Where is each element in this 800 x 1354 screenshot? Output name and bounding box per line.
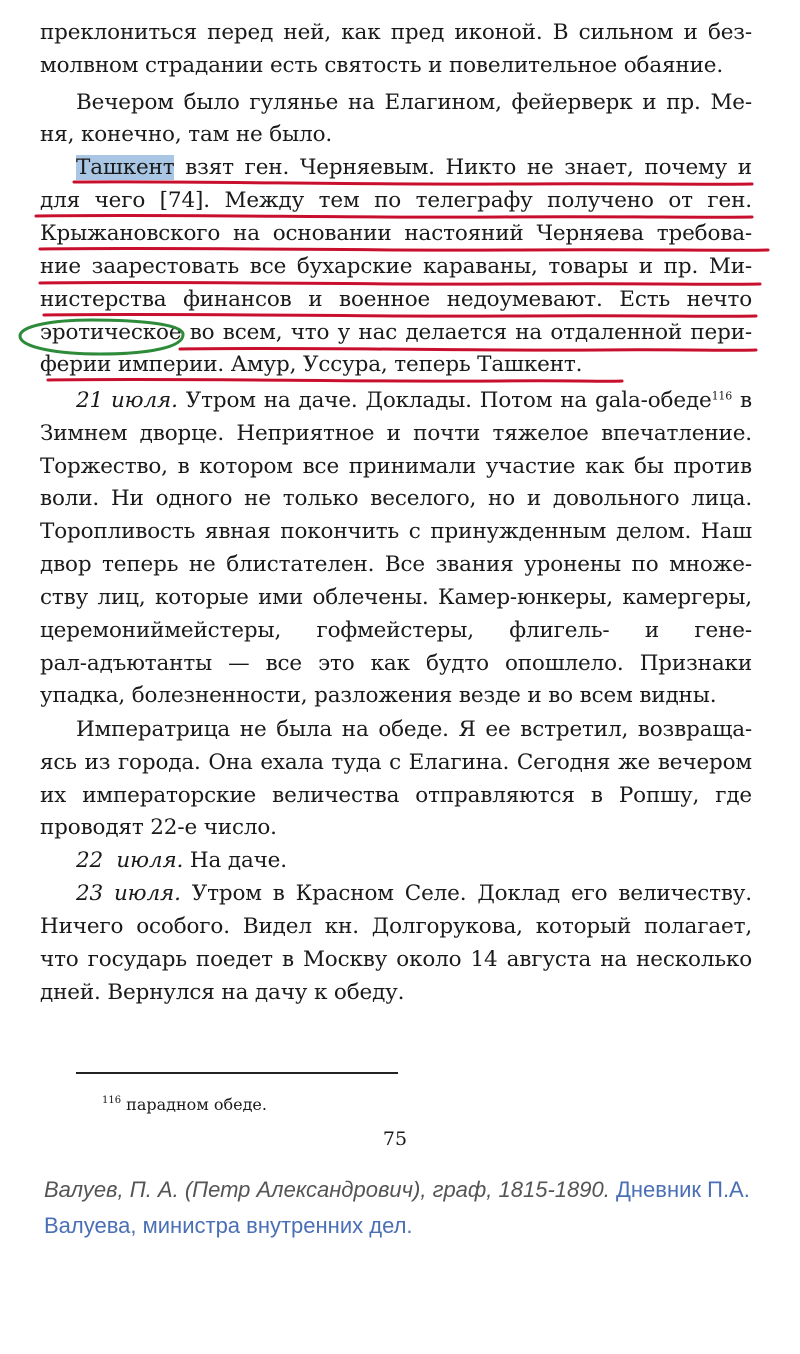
text-line: воли. Ни одного не только веселого, но и довольного лица. bbox=[40, 486, 752, 511]
caption-author: Валуев, П. А. (Петр Александрович), граф, 1815-1890. bbox=[44, 1177, 610, 1202]
text-line: Торопливость явная покончить с принужденным делом. Наш bbox=[40, 519, 752, 544]
text-line: преклониться перед ней, как пред иконой. В сильном и без- bbox=[40, 20, 752, 45]
text-line bbox=[76, 385, 752, 418]
text-span: Утром в Красном Селе. Доклад его величеству. bbox=[180, 881, 752, 906]
footnote-ref: 116 bbox=[711, 389, 733, 403]
text-line: ферии империи. Амур, Уссура, теперь Ташкент. bbox=[40, 352, 583, 377]
text-line bbox=[76, 878, 752, 911]
text-line: эротическое во всем, что у нас делается на отдаленной пери- bbox=[40, 320, 752, 345]
text-span: На даче. bbox=[183, 848, 287, 873]
highlighted-word: Ташкент bbox=[76, 155, 175, 180]
text-line: дней. Вернулся на дачу к обеду. bbox=[40, 980, 405, 1005]
footnote bbox=[102, 1095, 267, 1114]
date-label: 22 июля. bbox=[76, 848, 184, 873]
text-line: Императрица не была на обеде. Я ее встретил, возвраща- bbox=[76, 717, 752, 742]
text-line: нистерства финансов и военное недоумевают. Есть нечто bbox=[40, 287, 752, 312]
footnote-text: парадном обеде. bbox=[121, 1095, 267, 1114]
text-line: их императорские величества отправляются в Ропшу, где bbox=[40, 783, 752, 808]
text-line: двор теперь не блистателен. Все звания уронены по множе- bbox=[40, 552, 752, 577]
text-line: церемониймейстеры, гофмейстеры, флигель- и гене- bbox=[40, 618, 752, 643]
footnote-number: 116 bbox=[102, 1095, 122, 1106]
text-line bbox=[76, 845, 752, 878]
text-line: Крыжановского на основании настояний Черняева требова- bbox=[40, 221, 752, 246]
page-number: 75 bbox=[382, 1128, 408, 1150]
text-line: Ничего особого. Видел кн. Долгорукова, который полагает, bbox=[40, 914, 752, 939]
text-line: что государь поедет в Москву около 14 августа на несколько bbox=[40, 947, 752, 972]
text-line: Торжество, в котором все принимали участие как бы против bbox=[40, 454, 752, 479]
text-line: проводят 22-е число. bbox=[40, 815, 277, 840]
text-line: ня, конечно, там не было. bbox=[40, 122, 333, 147]
text-line: Вечером было гулянье на Елагином, фейерверк и пр. Ме- bbox=[76, 90, 752, 115]
text-span: взят ген. Черняевым. Никто не знает, почему и bbox=[174, 155, 752, 180]
footnote-rule bbox=[76, 1072, 398, 1074]
text-line: Зимнем дворце. Неприятное и почти тяжелое впечатление. bbox=[40, 421, 752, 446]
text-line bbox=[76, 152, 752, 185]
date-label: 23 июля. bbox=[76, 881, 181, 906]
source-caption bbox=[44, 1172, 794, 1244]
text-line: упадка, болезненности, разложения везде и во всем видны. bbox=[40, 683, 717, 708]
caption-link[interactable]: Дневник П.А. Валуева, министра внутренних дел bbox=[44, 1177, 750, 1238]
text-line: для чего [74]. Между тем по телеграфу получено от ген. bbox=[40, 188, 752, 213]
text-line: ству лиц, которые ими облечены. Камер-юнкеры, камергеры, bbox=[40, 585, 752, 610]
text-line: ние заарестовать все бухарские караваны, товары и пр. Ми- bbox=[40, 254, 752, 279]
date-label: 21 июля. bbox=[76, 388, 178, 413]
text-span: Утром на даче. Доклады. Потом на gala-обеде bbox=[177, 388, 712, 413]
text-line: ясь из города. Она ехала туда с Елагина. Сегодня же вечером bbox=[40, 750, 752, 775]
text-line: молвном страдании есть святость и повелительное обаяние. bbox=[40, 53, 724, 78]
text-line: рал-адъютанты — все это как будто опошлело. Признаки bbox=[40, 651, 752, 676]
text-span: в bbox=[732, 388, 753, 413]
caption-period: . bbox=[406, 1213, 413, 1238]
